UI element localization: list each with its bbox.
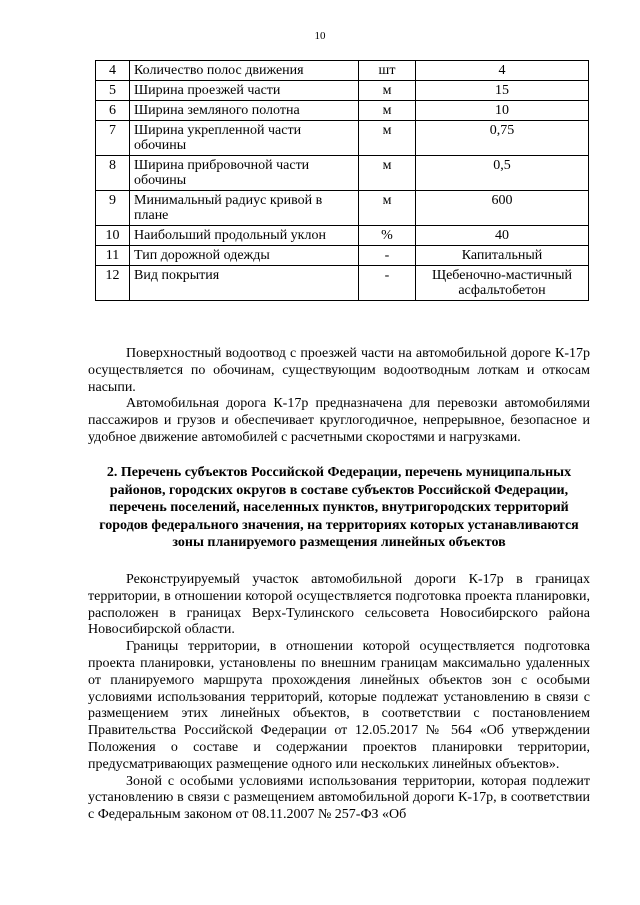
- parameter-value: 15: [416, 81, 589, 101]
- parameter-name: Ширина земляного полотна: [130, 101, 359, 121]
- row-number: 8: [96, 156, 130, 191]
- parameter-unit: -: [359, 266, 416, 301]
- row-number: 6: [96, 101, 130, 121]
- parameter-value: Щебеночно-мастичный асфальтобетон: [416, 266, 589, 301]
- parameter-unit: %: [359, 226, 416, 246]
- paragraph: Автомобильная дорога К-17р предназначена для перевозки автомобилями пассажиров и грузов и обеспечивает круглогодичное, непрерывное, безопасное и удобное движение автомобилей с расчетными скоростями и нагрузками.: [88, 396, 590, 445]
- table-row: [96, 191, 589, 226]
- table-row: [96, 81, 589, 101]
- parameters-table: [95, 60, 589, 301]
- parameter-name: Ширина прибровочной части обочины: [130, 156, 359, 191]
- parameter-name: Вид покрытия: [130, 266, 359, 301]
- parameter-name: Ширина укрепленной части обочины: [130, 121, 359, 156]
- table-row: [96, 156, 589, 191]
- paragraph: Реконструируемый участок автомобильной дороги К-17р в границах территории, в отношении которой осуществляется подготовка проекта планировки, расположен в границах Верх-Тулинского сельсовета Новосибирского района Новосибирской области.: [88, 572, 590, 638]
- parameter-name: Наибольший продольный уклон: [130, 226, 359, 246]
- parameter-unit: шт: [359, 61, 416, 81]
- page-number: 10: [314, 30, 326, 42]
- parameter-value: 0,75: [416, 121, 589, 156]
- row-number: 9: [96, 191, 130, 226]
- parameter-unit: м: [359, 156, 416, 191]
- row-number: 4: [96, 61, 130, 81]
- parameter-unit: м: [359, 81, 416, 101]
- section-heading: 2. Перечень субъектов Российской Федерации, перечень муниципальных районов, городских округов в составе субъектов Российской Федерации, перечень поселений, населенных пунктов, внутригородских территорий городов федерального значения, на территориях которых устанавливаются зоны планируемого размещения линейных объектов: [99, 465, 579, 550]
- row-number: 5: [96, 81, 130, 101]
- drainage-description: [88, 346, 590, 447]
- parameter-value: 0,5: [416, 156, 589, 191]
- parameter-name: Тип дорожной одежды: [130, 246, 359, 266]
- parameter-value: 10: [416, 101, 589, 121]
- parameter-unit: -: [359, 246, 416, 266]
- parameter-value: 4: [416, 61, 589, 81]
- parameter-unit: м: [359, 121, 416, 156]
- row-number: 10: [96, 226, 130, 246]
- parameter-unit: м: [359, 101, 416, 121]
- paragraph: Зоной с особыми условиями использования территории, которая подлежит установлению в связи с размещением автомобильной дороги К-17р, в соответствии с Федеральным законом от 08.11.2007 № 257-ФЗ «Об: [88, 773, 590, 823]
- row-number: 12: [96, 266, 130, 301]
- parameters-table-body: [96, 61, 589, 301]
- parameter-name: Количество полос движения: [130, 61, 359, 81]
- parameter-value: Капитальный: [416, 246, 589, 266]
- parameter-value: 600: [416, 191, 589, 226]
- territory-description: [88, 572, 590, 824]
- table-row: [96, 61, 589, 81]
- row-number: 11: [96, 246, 130, 266]
- parameter-name: Минимальный радиус кривой в плане: [130, 191, 359, 226]
- parameter-name: Ширина проезжей части: [130, 81, 359, 101]
- parameter-unit: м: [359, 191, 416, 226]
- row-number: 7: [96, 121, 130, 156]
- table-row: [96, 266, 589, 301]
- table-row: [96, 226, 589, 246]
- table-row: [96, 246, 589, 266]
- paragraph: Поверхностный водоотвод с проезжей части на автомобильной дороге К-17р осуществляется по обочинам, существующим водоотводным лоткам и откосам насыпи.: [88, 346, 590, 395]
- parameter-value: 40: [416, 226, 589, 246]
- table-row: [96, 121, 589, 156]
- table-row: [96, 101, 589, 121]
- paragraph: Границы территории, в отношении которой осуществляется подготовка проекта планировки, установлены по внешним границам максимально удаленных от планируемого маршрута прохождения линейных объектов зон с особыми условиями использования территорий, которые подлежат установлению в связи с размещением этих линейных объектов, в соответствии с постановлением Правительства Российской Федерации от 12.05.2017 № 564 «Об утверждении Положения о составе и содержании проектов планировки территории, предусматривающих размещение одного или нескольких линейных объектов».: [88, 639, 590, 772]
